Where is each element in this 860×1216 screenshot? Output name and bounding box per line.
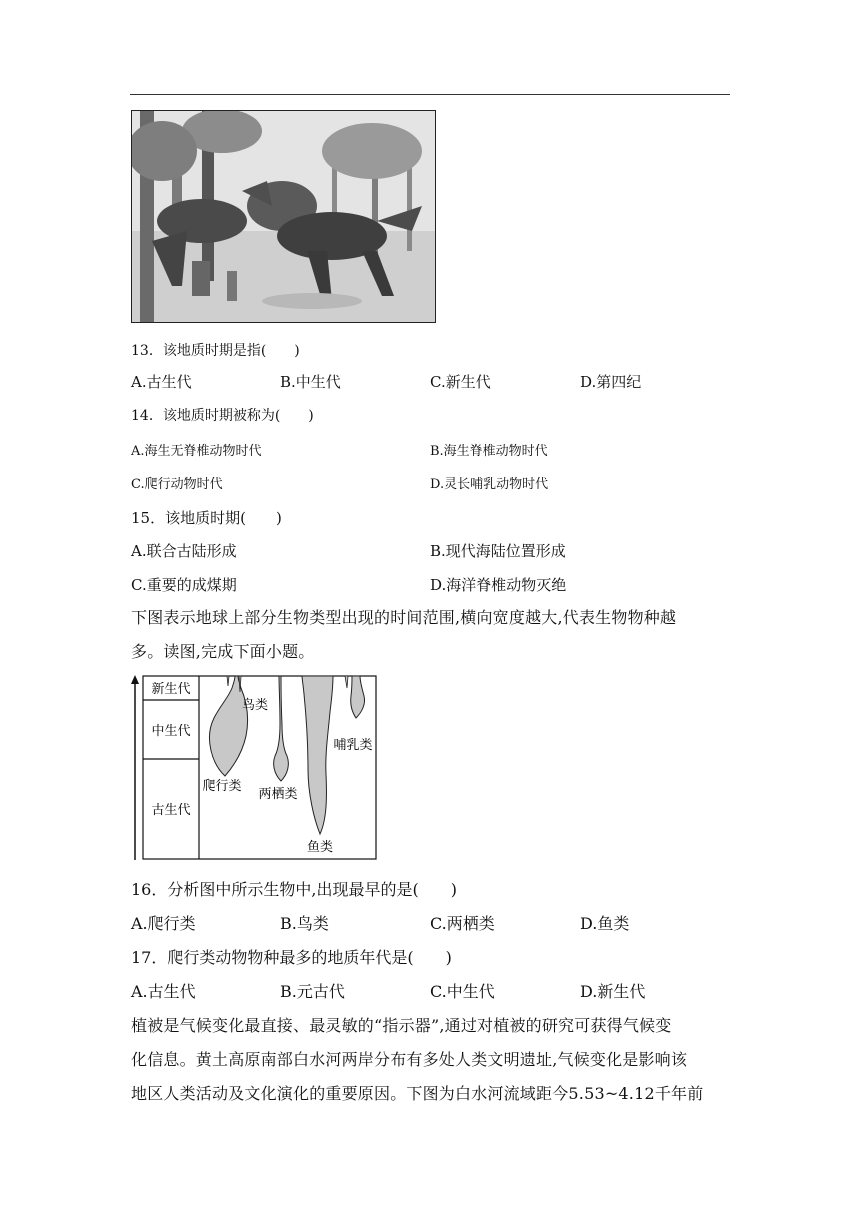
q15-option-a: A.联合古陆形成 — [131, 542, 237, 560]
q16-stem: 16．分析图中所示生物中,出现最早的是( ) — [131, 880, 457, 899]
reptiles-shape — [210, 676, 248, 776]
mammals-shape — [351, 676, 365, 718]
q16-option-c: C.两栖类 — [430, 914, 495, 933]
era-mesozoic: 中生代 — [151, 723, 191, 738]
label-birds: 鸟类 — [241, 697, 269, 712]
intro2-line2: 多。读图,完成下面小题。 — [131, 642, 315, 661]
q14-stem: 14．该地质时期被称为( ) — [131, 408, 314, 424]
q17-option-c: C.中生代 — [430, 982, 495, 1001]
q15-stem: 15．该地质时期( ) — [131, 509, 282, 527]
q16-option-a: A.爬行类 — [131, 914, 196, 933]
q13-option-c: C.新生代 — [430, 373, 491, 391]
q17-stem: 17．爬行类动物物种最多的地质年代是( ) — [131, 948, 452, 967]
q17-option-d: D.新生代 — [580, 982, 646, 1001]
q16-option-b: B.鸟类 — [280, 914, 329, 933]
q17-option-a: A.古生代 — [131, 982, 196, 1001]
q15-option-d: D.海洋脊椎动物灭绝 — [430, 576, 567, 594]
label-amphibians: 两栖类 — [258, 786, 298, 801]
intro2-line1: 下图表示地球上部分生物类型出现的时间范围,横向宽度越大,代表生物物种越 — [131, 608, 677, 627]
label-fish: 鱼类 — [306, 839, 334, 854]
label-reptiles: 爬行类 — [202, 778, 242, 793]
mammals-shape-2 — [345, 676, 348, 688]
q13-option-d: D.第四纪 — [580, 373, 642, 391]
evolution-diagram — [128, 674, 380, 862]
q13-option-a: A.古生代 — [131, 373, 192, 391]
intro3-line1: 植被是气候变化最直接、最灵敏的“指示器”,通过对植被的研究可获得气候变 — [131, 1016, 672, 1035]
q13-option-b: B.中生代 — [280, 373, 341, 391]
dinosaur-scene-graphic — [132, 111, 435, 322]
birds-shape-2 — [227, 676, 229, 686]
q14-option-b: B.海生脊椎动物时代 — [430, 444, 548, 459]
q13-stem: 13．该地质时期是指( ) — [131, 343, 300, 359]
era-paleozoic: 古生代 — [151, 802, 191, 817]
label-mammals: 哺乳类 — [333, 737, 373, 752]
evolution-diagram-svg — [128, 674, 380, 862]
fish-shape — [302, 676, 333, 834]
q14-option-d: D.灵长哺乳动物时代 — [430, 477, 549, 492]
arrow-up-icon — [131, 675, 139, 684]
q14-option-c: C.爬行动物时代 — [131, 477, 223, 492]
amphibians-shape — [274, 676, 289, 781]
era-cenozoic: 新生代 — [151, 681, 191, 696]
q15-option-b: B.现代海陆位置形成 — [430, 542, 566, 560]
dinosaur-illustration — [131, 110, 436, 323]
header-rule — [130, 94, 730, 95]
q14-option-a: A.海生无脊椎动物时代 — [131, 444, 262, 459]
q16-option-d: D.鱼类 — [580, 914, 630, 933]
intro3-line2: 化信息。黄土高原南部白水河两岸分布有多处人类文明遗址,气候变化是影响该 — [131, 1050, 688, 1069]
q17-option-b: B.元古代 — [280, 982, 345, 1001]
q15-option-c: C.重要的成煤期 — [131, 576, 237, 594]
intro3-line3: 地区人类活动及文化演化的重要原因。下图为白水河流域距今5.53~4.12千年前 — [131, 1084, 704, 1103]
